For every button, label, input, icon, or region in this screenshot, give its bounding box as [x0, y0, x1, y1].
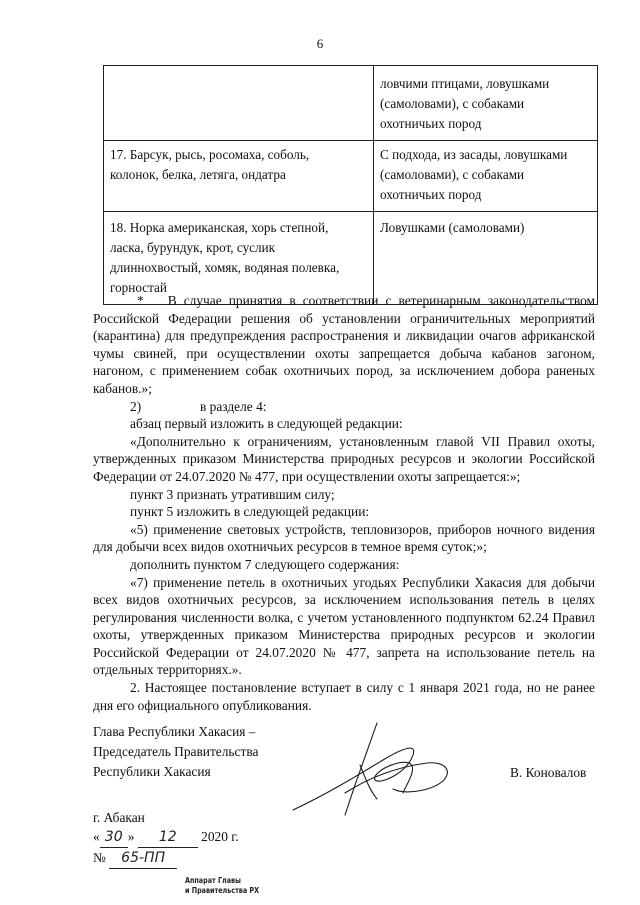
- city: г. Абакан: [93, 810, 145, 825]
- species-line: 18. Норка американская, хорь степной,: [110, 220, 329, 235]
- table-row: [104, 212, 598, 305]
- signatory-title: [93, 722, 258, 782]
- species-line: ласка, бурундук, крот, суслик: [110, 240, 276, 255]
- signatory-title-line: Глава Республики Хакасия –: [93, 724, 256, 739]
- species-cell: [104, 212, 374, 305]
- item-text: в разделе 4:: [200, 398, 267, 414]
- signatory-title-line: Республики Хакасия: [93, 764, 211, 779]
- paragraph: 2. Настоящее постановление вступает в силу с 1 января 2021 года, но не ранее дня его официального опубликования.: [93, 680, 595, 713]
- table-row: [104, 66, 598, 141]
- method-line: (самоловами), с собаками: [380, 96, 525, 111]
- paragraph: дополнить пунктом 7 следующего содержания:: [130, 556, 400, 572]
- date-month: 12: [138, 828, 198, 848]
- species-cell: [104, 141, 374, 212]
- paragraph: «Дополнительно к ограничениям, установленным главой VII Правил охоты, утвержденных приказом Министерства природных ресурсов и экологии Российской Федерации от 24.07.2020 № 477, при осуществлении охоты запрещается:»;: [93, 433, 595, 484]
- issue-date: [93, 827, 239, 848]
- species-line: длиннохвостый, хомяк, водяная полевка,: [110, 260, 340, 275]
- date-day: 30: [100, 828, 128, 848]
- paragraph: «5) применение световых устройств, тепловизоров, приборов ночного видения для добычи всех видов охотничьих ресурсов в темное время суток;»;: [93, 521, 595, 555]
- signatory-name: В. Коновалов: [510, 765, 587, 780]
- footnote-mark: *: [137, 293, 144, 308]
- item-2: [93, 398, 595, 416]
- paragraph: пункт 3 признать утратившим силу;: [130, 486, 335, 502]
- method-cell: [374, 66, 598, 141]
- footnote: [93, 292, 595, 398]
- method-line: ловчими птицами, ловушками: [380, 76, 550, 91]
- number-label: №: [93, 850, 106, 865]
- issue-details: [93, 808, 239, 869]
- document-body: [93, 292, 595, 714]
- item-number: 2): [130, 398, 142, 414]
- paragraph: «7) применение петель в охотничьих угодьях Республики Хакасия для добычи всех видов охотничьих ресурсов, за исключением использования петель в целях регулирования численности волка, с учетом установленного подпунктом 62.24 Правил охоты, утвержденных приказом Министерства природных ресурсов и экологии Российской Федерации от 24.07.2020 № 477, запрета на использование петель на отдельных территориях.».: [93, 574, 595, 678]
- paragraph: пункт 5 изложить в следующей редакции:: [130, 504, 370, 520]
- species-line: 17. Барсук, рысь, росомаха, соболь,: [110, 147, 310, 162]
- date-quote-open: «: [93, 829, 100, 844]
- signatory-title-line: Председатель Правительства: [93, 744, 259, 759]
- method-line: охотничьих пород: [380, 116, 482, 131]
- footnote-text: В случае принятия в соответствии с ветеринарным законодательством Российской Федерации решения об установлении ограничительных мероприятий (карантина) для предупреждения распространения и ликвидации очагов африканской чумы свиней, при осуществлении охоты запрещается добыча кабанов загоном, нагоном, с применением собак охотничьих пород, за исключением добора раненых кабанов.»;: [93, 293, 595, 396]
- species-cell: [104, 66, 374, 141]
- stamp-line: Аппарат Главы: [185, 876, 241, 885]
- method-line: охотничьих пород: [380, 187, 482, 202]
- method-line: С подхода, из засады, ловушками: [380, 147, 568, 162]
- handwritten-signature: [285, 715, 485, 825]
- document-number: [93, 848, 239, 869]
- method-cell: [374, 141, 598, 212]
- method-line: (самоловами), с собаками: [380, 167, 525, 182]
- species-line: горностай: [110, 280, 167, 295]
- paragraph: абзац первый изложить в следующей редакции:: [130, 416, 403, 432]
- date-quote-close: »: [127, 829, 135, 844]
- office-stamp: [185, 876, 259, 896]
- number-value: 65-ПП: [109, 849, 177, 869]
- species-table: [103, 65, 598, 305]
- method-cell: [374, 212, 598, 305]
- method-line: Ловушками (самоловами): [380, 220, 525, 235]
- date-year: 2020 г.: [201, 829, 239, 844]
- page-number: 6: [316, 36, 324, 51]
- table-row: [104, 141, 598, 212]
- stamp-line: и Правительства РХ: [185, 886, 260, 895]
- species-line: колонок, белка, летяга, ондатра: [110, 167, 286, 182]
